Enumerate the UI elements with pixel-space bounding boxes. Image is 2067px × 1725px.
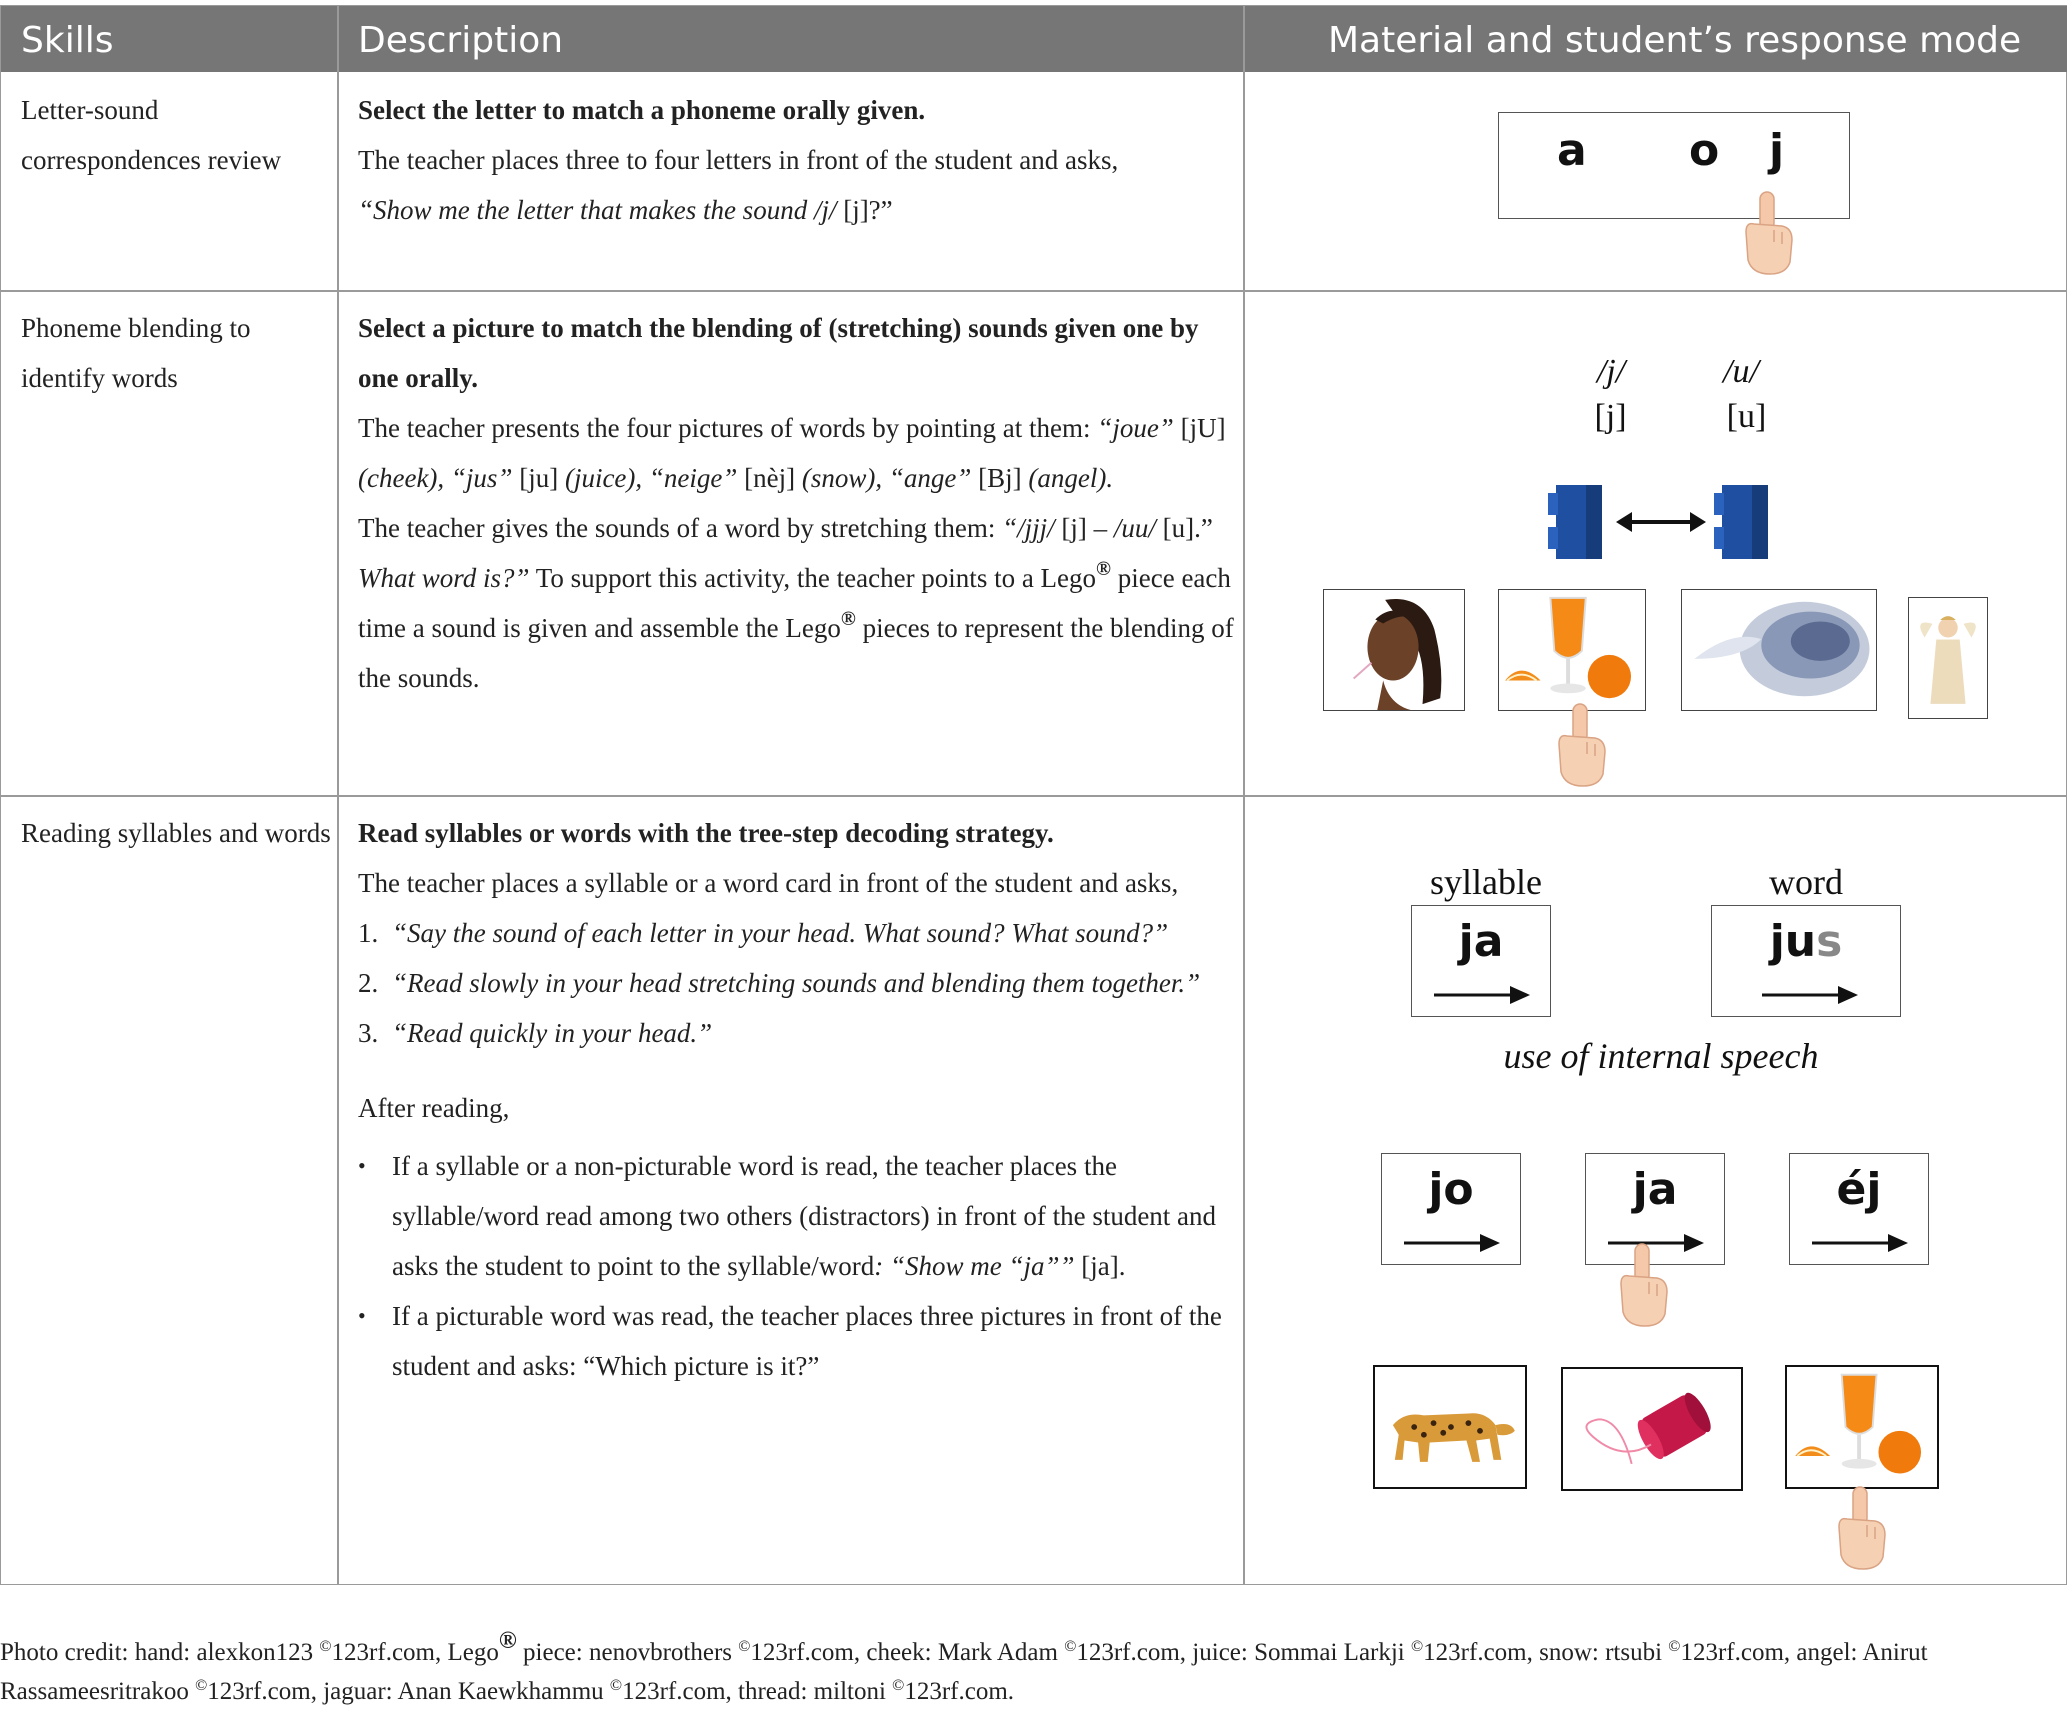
copyright-mark: © xyxy=(738,1638,751,1655)
text-run: [Bj] xyxy=(971,463,1029,493)
pointing-hand-icon xyxy=(1831,1483,1891,1573)
credit-text: Photo credit: hand: alexkon123 xyxy=(0,1639,320,1666)
row-1-body-text: The teacher places three to four letters in front of the student and asks, xyxy=(358,145,1119,175)
copyright-mark: © xyxy=(1411,1638,1424,1655)
registered-mark: ® xyxy=(1096,558,1111,580)
lego-piece-icon xyxy=(1548,485,1602,559)
text-run: /uu/ xyxy=(1113,513,1156,543)
syllable-card-text: ja xyxy=(1458,916,1504,967)
credit-text: 123rf.com, juice: Sommai Larkji xyxy=(1076,1639,1412,1666)
text-run: (juice), “neige” xyxy=(564,463,738,493)
word-card-silent-letter: s xyxy=(1816,916,1843,967)
sound-j: [j] xyxy=(1594,398,1627,435)
list-item xyxy=(358,1008,1238,1058)
juice-picture xyxy=(1785,1365,1939,1489)
text-run: [j] – xyxy=(1054,513,1114,543)
row-2-paragraph-2 xyxy=(358,503,1238,703)
reading-direction-arrow-icon xyxy=(1812,1232,1908,1254)
row-1-title: Select the letter to match a phoneme orally given. xyxy=(358,95,926,125)
row-3-skill: Reading syllables and words xyxy=(21,818,331,848)
reading-direction-arrow-icon xyxy=(1434,984,1530,1006)
row-1-body xyxy=(358,135,1238,235)
cheek-picture xyxy=(1323,589,1465,711)
bullet-text: If a syllable or a non-picturable word is read, the teacher places the syllable/word read among two others (distractors) in front of the student and asks the student to point to the syllable/word xyxy=(392,1151,1217,1281)
text-run: [u].” xyxy=(1155,513,1213,543)
row-3-description xyxy=(358,808,1238,1391)
label-syllable: syllable xyxy=(1430,862,1542,902)
header-material: Material and student’s response mode xyxy=(1328,20,2022,61)
credit-text: 123rf.com, Lego xyxy=(331,1639,499,1666)
row-2-description xyxy=(358,303,1238,703)
letter-o: o xyxy=(1689,125,1720,176)
pointing-hand-icon xyxy=(1613,1240,1673,1330)
bullet-quote: : “Show me “ja”” xyxy=(874,1251,1075,1281)
row-2-paragraph-1 xyxy=(358,403,1238,503)
after-reading-label: After reading, xyxy=(358,1093,510,1123)
step-number: 2. xyxy=(358,968,379,998)
credit-text: 123rf.com, thread: miltoni xyxy=(622,1678,893,1705)
text-run: The teacher presents the four pictures of words by pointing at them: xyxy=(358,413,1098,443)
text-run: (snow), “ange” xyxy=(801,463,972,493)
choice-card-jo xyxy=(1381,1153,1521,1265)
phoneme-j: /j/ xyxy=(1596,353,1626,390)
step-text: “Read slowly in your head stretching sounds and blending them together.” xyxy=(392,968,1201,998)
credit-text: 123rf.com, jaguar: Anan Kaewkhammu xyxy=(207,1678,610,1705)
pointing-hand-icon xyxy=(1738,188,1798,278)
credit-text: piece: nenovbrothers xyxy=(516,1639,739,1666)
text-run: [nèj] xyxy=(737,463,802,493)
reading-direction-arrow-icon xyxy=(1762,984,1858,1006)
table-header xyxy=(1,5,2067,72)
jaguar-picture xyxy=(1373,1365,1527,1489)
sound-u: [u] xyxy=(1726,398,1767,435)
text-run: [ju] xyxy=(512,463,565,493)
credit-text: 123rf.com, angel: Anirut Rassameesritrakoo xyxy=(0,1639,1928,1705)
word-card xyxy=(1711,905,1901,1017)
step-number: 3. xyxy=(358,1018,379,1048)
row-1-question: “Show me the letter that makes the sound /j/ xyxy=(358,195,837,225)
label-word: word xyxy=(1769,862,1843,902)
credit-text: 123rf.com, cheek: Mark Adam xyxy=(750,1639,1065,1666)
text-run: pieces to represent the blending of the sounds. xyxy=(358,613,1234,693)
list-item xyxy=(358,1141,1238,1291)
double-arrow-icon xyxy=(1616,512,1706,532)
juice-picture xyxy=(1498,589,1646,711)
reading-direction-arrow-icon xyxy=(1404,1232,1500,1254)
bullet-ipa: [ja]. xyxy=(1074,1251,1126,1281)
row-3-body: The teacher places a syllable or a word card in front of the student and asks, xyxy=(358,868,1179,898)
row-1-description xyxy=(358,85,1238,235)
angel-picture xyxy=(1908,597,1988,719)
text-run: piece each time a sound is given and assemble the Lego xyxy=(358,563,1231,643)
word-card-main: ju xyxy=(1769,916,1817,967)
thread-picture xyxy=(1561,1367,1743,1491)
row-divider xyxy=(1,795,2067,797)
text-run: To support this activity, the teacher points to a Lego xyxy=(529,563,1097,593)
choice-card-ej xyxy=(1789,1153,1929,1265)
text-run: What word is?” xyxy=(358,563,530,593)
letter-a: a xyxy=(1557,125,1587,176)
copyright-mark: © xyxy=(319,1638,332,1655)
copyright-mark: © xyxy=(892,1677,905,1694)
step-text: “Read quickly in your head.” xyxy=(392,1018,713,1048)
step-text: “Say the sound of each letter in your head. What sound? What sound?” xyxy=(392,918,1169,948)
header-skills: Skills xyxy=(21,20,114,61)
row-2-skill: Phoneme blending to identify words xyxy=(21,313,251,393)
syllable-card xyxy=(1411,905,1551,1017)
credit-text: 123rf.com, snow: rtsubi xyxy=(1423,1639,1669,1666)
row-3-title: Read syllables or words with the tree-step decoding strategy. xyxy=(358,818,1054,848)
text-run: “joue” xyxy=(1097,413,1174,443)
skills-table xyxy=(0,5,2067,1585)
text-run: [jU] xyxy=(1173,413,1226,443)
list-item xyxy=(358,908,1238,958)
text-run: (angel). xyxy=(1028,463,1114,493)
lego-piece-icon xyxy=(1714,485,1768,559)
list-item: • If a picturable word was read, the teacher places three pictures in front of the student and asks: “Which picture is it?” xyxy=(358,1291,1238,1391)
photo-credit xyxy=(0,1628,2067,1711)
registered-mark: ® xyxy=(498,1628,517,1654)
internal-speech-caption: use of internal speech xyxy=(1503,1036,1819,1076)
copyright-mark: © xyxy=(1668,1638,1681,1655)
row-divider xyxy=(1,290,2067,292)
copyright-mark: © xyxy=(609,1677,623,1694)
lego-blending-diagram xyxy=(1546,481,1776,561)
list-item xyxy=(358,958,1238,1008)
header-description: Description xyxy=(358,20,564,61)
text-run: The teacher gives the sounds of a word by stretching them: xyxy=(358,513,1003,543)
text-run: (cheek), “jus” xyxy=(358,463,513,493)
choice-card-text: jo xyxy=(1428,1164,1474,1215)
copyright-mark: © xyxy=(195,1677,208,1694)
copyright-mark: © xyxy=(1064,1638,1077,1655)
registered-mark: ® xyxy=(840,608,856,630)
letter-j: j xyxy=(1769,125,1785,176)
word-card-text xyxy=(1712,916,1900,967)
row-1-ipa: [j]?” xyxy=(843,195,893,225)
choice-card-text: ja xyxy=(1632,1164,1678,1215)
text-run: “/jjj/ xyxy=(1002,513,1055,543)
snow-picture xyxy=(1681,589,1877,711)
step-number: 1. xyxy=(358,918,379,948)
choice-card-text: éj xyxy=(1836,1164,1882,1215)
phoneme-u: /u/ xyxy=(1723,353,1759,390)
row-1-skill: Letter-sound correspondences review xyxy=(21,95,282,175)
pointing-hand-icon xyxy=(1551,700,1611,790)
row-2-title: Select a picture to match the blending of (stretching) sounds given one by one orally. xyxy=(358,313,1199,393)
credit-text: 123rf.com. xyxy=(904,1678,1015,1705)
decoding-steps-list xyxy=(358,908,1238,1058)
after-reading-list xyxy=(358,1141,1238,1391)
